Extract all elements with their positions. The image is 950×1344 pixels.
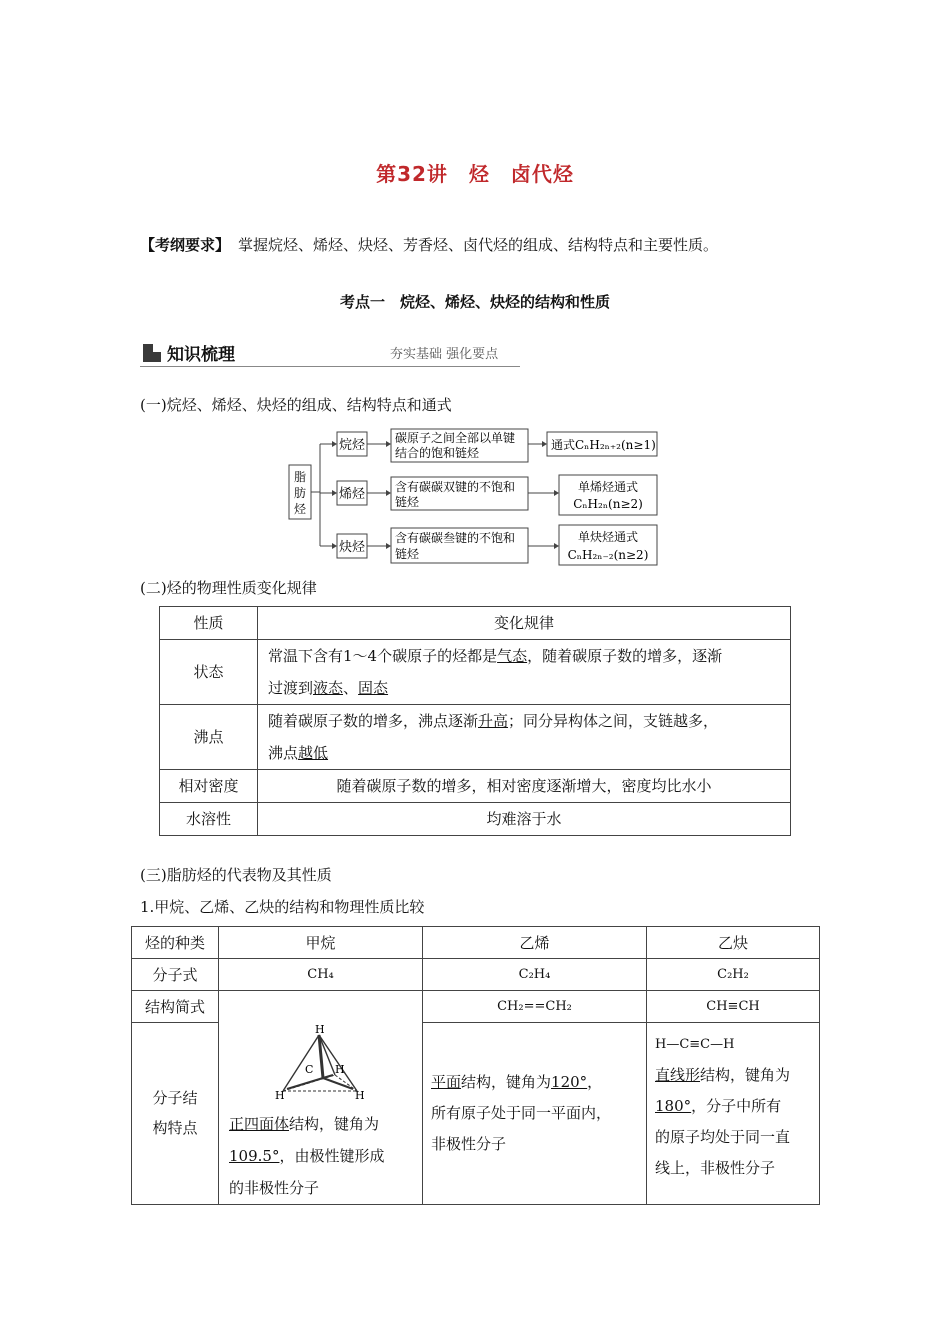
comparison-table — [131, 926, 820, 1205]
hydrocarbon-diagram — [288, 425, 660, 567]
row-label: 沸点 — [160, 705, 258, 770]
alkene-label: 烯烃 — [338, 487, 366, 502]
square-icon-cutout — [153, 344, 161, 352]
root-char-2: 肪 — [293, 486, 307, 500]
kaodian-heading: 考点一 烷烃、烯烃、炔烃的结构和性质 — [339, 293, 610, 311]
banner-divider — [140, 366, 520, 367]
alkane-label: 烷烃 — [338, 438, 366, 453]
svg-text:H: H — [315, 1022, 325, 1036]
cell: CH₂==CH₂ — [423, 991, 647, 1023]
alkyne-formula-2: CₙH₂ₙ₋₂(n≥2) — [567, 548, 649, 562]
table-row — [160, 640, 791, 705]
svg-text:H: H — [275, 1088, 285, 1102]
boiling-point-cell — [258, 705, 791, 770]
row-label: 水溶性 — [160, 803, 258, 836]
alkane-desc-2: 结合的饱和链烃 — [395, 446, 480, 460]
text: 结构，键角为 — [289, 1114, 380, 1133]
alkane-desc-1: 碳原子之间全部以单键 — [395, 431, 516, 445]
alkyne-desc-1: 含有碳碳叁键的不饱和 — [395, 531, 516, 545]
blank-answer: 180° — [655, 1097, 692, 1115]
text: ， — [587, 1072, 603, 1091]
row-label: 状态 — [160, 640, 258, 705]
blank-answer: 升高 — [478, 712, 509, 730]
root-char-1: 脂 — [293, 470, 307, 484]
table-row — [132, 927, 820, 959]
section-3-heading: (三)脂肪烃的代表物及其性质 — [140, 866, 332, 884]
table-row — [132, 959, 820, 991]
cell — [219, 991, 423, 1023]
header-cell: 性质 — [160, 607, 258, 640]
banner-subtitle: 夯实基础 强化要点 — [390, 347, 499, 362]
text: 线上，非极性分子 — [655, 1159, 776, 1177]
text: 、 — [343, 679, 359, 697]
svg-text:H: H — [335, 1062, 345, 1076]
text: 沸点 — [268, 744, 299, 762]
alkane-formula: 通式CₙH₂ₙ₊₂(n≥1) — [551, 438, 656, 452]
text: 的非极性分子 — [229, 1178, 320, 1197]
text: 构特点 — [152, 1119, 198, 1138]
alkyne-formula-1: 单炔烃通式 — [577, 530, 639, 544]
methane-structure-cell — [219, 1023, 423, 1205]
row-label: 相对密度 — [160, 770, 258, 803]
table-row — [132, 1023, 820, 1205]
header-cell: 乙炔 — [647, 927, 820, 959]
ethyne-formula: H—C≡C—H — [655, 1037, 735, 1052]
blank-answer: 平面 — [431, 1072, 462, 1091]
section-1-heading: (一)烷烃、烯烃、炔烃的组成、结构特点和通式 — [140, 396, 452, 414]
solubility-cell: 均难溶于水 — [258, 803, 791, 836]
row-label: 结构简式 — [132, 991, 219, 1023]
row-label: 分子式 — [132, 959, 219, 991]
root-char-3: 烃 — [293, 502, 307, 516]
text: 过渡到 — [268, 679, 314, 697]
header-cell: 烃的种类 — [132, 927, 219, 959]
text: ，随着碳原子数的增多，逐渐 — [527, 647, 723, 665]
text: 的原子均处于同一直 — [655, 1128, 791, 1146]
alkene-desc-2: 链烃 — [395, 495, 420, 509]
knowledge-banner — [140, 340, 522, 370]
table-row — [160, 607, 791, 640]
alkene-formula-1: 单烯烃通式 — [577, 480, 639, 494]
blank-answer: 液态 — [313, 679, 344, 697]
header-cell: 甲烷 — [219, 927, 423, 959]
table-row — [160, 803, 791, 836]
text: 所有原子处于同一平面内， — [431, 1103, 612, 1122]
ethyne-structure-cell — [647, 1023, 820, 1205]
text: 非极性分子 — [431, 1134, 507, 1153]
alkyne-label: 炔烃 — [338, 540, 366, 555]
gap — [273, 1022, 369, 1023]
blank-answer: 越低 — [298, 744, 329, 762]
blank-answer: 120° — [551, 1072, 588, 1091]
row-label — [132, 1023, 219, 1205]
blank-answer: 直线形 — [655, 1066, 701, 1084]
table-row — [160, 770, 791, 803]
requirement-text: 掌握烷烃、烯烃、炔烃、芳香烃、卤代烃的组成、结构特点和主要性质。 — [238, 236, 719, 254]
text: ，分子中所有 — [691, 1097, 782, 1115]
alkyne-desc-2: 链烃 — [395, 547, 420, 561]
text: 结构，键角为 — [700, 1066, 791, 1084]
blank-answer: 109.5° — [229, 1146, 280, 1165]
blank-answer: 正四面体 — [229, 1114, 290, 1133]
methane-description — [219, 1108, 422, 1204]
banner-label: 知识梳理 — [167, 345, 235, 365]
cell: CH₄ — [219, 959, 423, 991]
text: ，由极性键形成 — [279, 1146, 385, 1165]
text: 常温下含有1～4个碳原子的烃都是 — [268, 647, 498, 665]
header-cell: 变化规律 — [258, 607, 791, 640]
state-cell — [258, 640, 791, 705]
requirement-label: 【考纲要求】 — [140, 236, 231, 254]
svg-text:C: C — [305, 1062, 314, 1076]
section-3-1-heading: 1.甲烷、乙烯、乙炔的结构和物理性质比较 — [140, 898, 425, 916]
alkene-desc-1: 含有碳碳双键的不饱和 — [395, 480, 516, 494]
alkene-formula-2: CₙH₂ₙ(n≥2) — [573, 497, 643, 511]
text: 结构，键角为 — [461, 1072, 552, 1091]
section-2-heading: (二)烃的物理性质变化规律 — [140, 579, 317, 597]
header-cell: 乙烯 — [423, 927, 647, 959]
text: 随着碳原子数的增多，沸点逐渐 — [268, 712, 479, 730]
text: 分子结 — [152, 1089, 198, 1108]
table-row — [160, 705, 791, 770]
methane-tetrahedron — [275, 1023, 385, 1108]
requirement — [140, 234, 718, 255]
blank-answer: 固态 — [358, 679, 389, 697]
text: ；同分异构体之间，支链越多， — [508, 712, 719, 730]
ethene-structure-cell — [423, 1023, 647, 1205]
density-cell: 随着碳原子数的增多，相对密度逐渐增大，密度均比水小 — [258, 770, 791, 803]
cell: CH≡CH — [647, 991, 820, 1023]
table-row — [132, 991, 820, 1023]
page-title: 第32讲 烃 卤代烃 — [376, 162, 574, 186]
cell: C₂H₄ — [423, 959, 647, 991]
cell: C₂H₂ — [647, 959, 820, 991]
blank-answer: 气态 — [497, 647, 528, 665]
physical-properties-table — [159, 606, 791, 836]
svg-text:H: H — [355, 1088, 365, 1102]
